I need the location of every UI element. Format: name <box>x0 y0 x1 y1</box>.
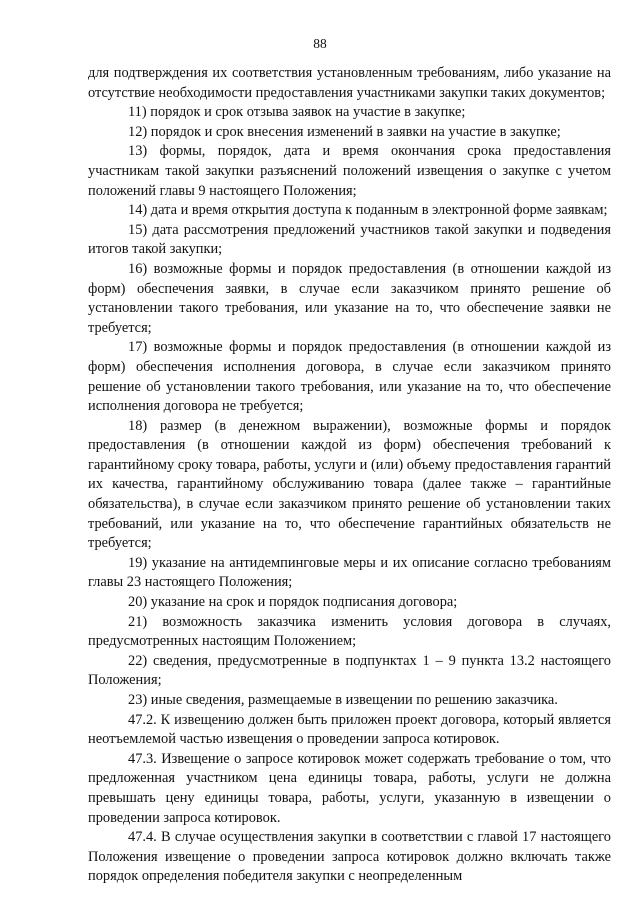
list-item-16: 16) возможные формы и порядок предоставления (в отношении каждой из форм) обеспечения заявки, в случае если заказчиком принято решение об установлении такого требования, или указание на то, что обеспечение заявки не требуется; <box>88 260 611 336</box>
list-item-22: 22) сведения, предусмотренные в подпунктах 1 – 9 пункта 13.2 настоящего Положения; <box>88 652 611 689</box>
list-item-12: 12) порядок и срок внесения изменений в заявки на участие в закупке; <box>128 123 561 140</box>
list-item-23: 23) иные сведения, размещаемые в извещении по решению заказчика. <box>128 692 558 708</box>
list-item-17: 17) возможные формы и порядок предоставления (в отношении каждой из форм) обеспечения исполнения договора, в случае если заказчиком принято решение об установлении такого требования, или указание на то, что обеспечение исполнения договора не требуется; <box>88 339 611 415</box>
clause-47-2: 47.2. К извещению должен быть приложен проект договора, который является неотъемлемой частью извещения о проведении запроса котировок. <box>88 711 611 748</box>
clause-47-3: 47.3. Извещение о запросе котировок может содержать требование о том, что предложенная участником цена единицы товара, работы, услуги не должна превышать цену единицы товара, работы, услуги, указанную в извещении о проведении запроса котировок. <box>88 750 611 826</box>
paragraph-continuation: для подтверждения их соответствия установленным требованиям, либо указание на отсутствие необходимости предоставления участниками закупки таких документов; <box>88 65 611 101</box>
document-body <box>88 64 611 887</box>
list-item-21: 21) возможность заказчика изменить условия договора в случаях, предусмотренных настоящим Положением; <box>88 613 611 650</box>
page-number: 88 <box>313 36 327 51</box>
list-item-15: 15) дата рассмотрения предложений участников такой закупки и подведения итогов такой закупки; <box>88 221 611 258</box>
clause-47-4: 47.4. В случае осуществления закупки в соответствии с главой 17 настоящего Положения извещение о проведении запроса котировок должно включать также порядок определения победителя закупки с неопределенным <box>88 829 611 885</box>
list-item-14: 14) дата и время открытия доступа к поданным в электронной форме заявкам; <box>128 202 608 219</box>
list-item-20: 20) указание на срок и порядок подписания договора; <box>128 594 458 611</box>
list-item-11: 11) порядок и срок отзыва заявок на участие в закупке; <box>128 104 466 121</box>
list-item-13: 13) формы, порядок, дата и время окончания срока предоставления участникам такой закупки разъяснений положений извещения о закупке с учетом положений главы 9 настоящего Положения; <box>88 143 611 199</box>
list-item-18: 18) размер (в денежном выражении), возможные формы и порядок предоставления (в отношении каждой из форм) обеспечения требований к гарантийному сроку товара, работы, услуги и (или) объему предоставления гарантий их качества, гарантийному обслуживанию товара (далее также – гарантийные обязательства), в случае если заказчиком принято решение об установлении таких требований, или указание на то, что обеспечение гарантийных обязательств не требуется; <box>88 417 611 552</box>
list-item-19: 19) указание на антидемпинговые меры и их описание согласно требованиям главы 23 настоящего Положения; <box>88 554 611 591</box>
